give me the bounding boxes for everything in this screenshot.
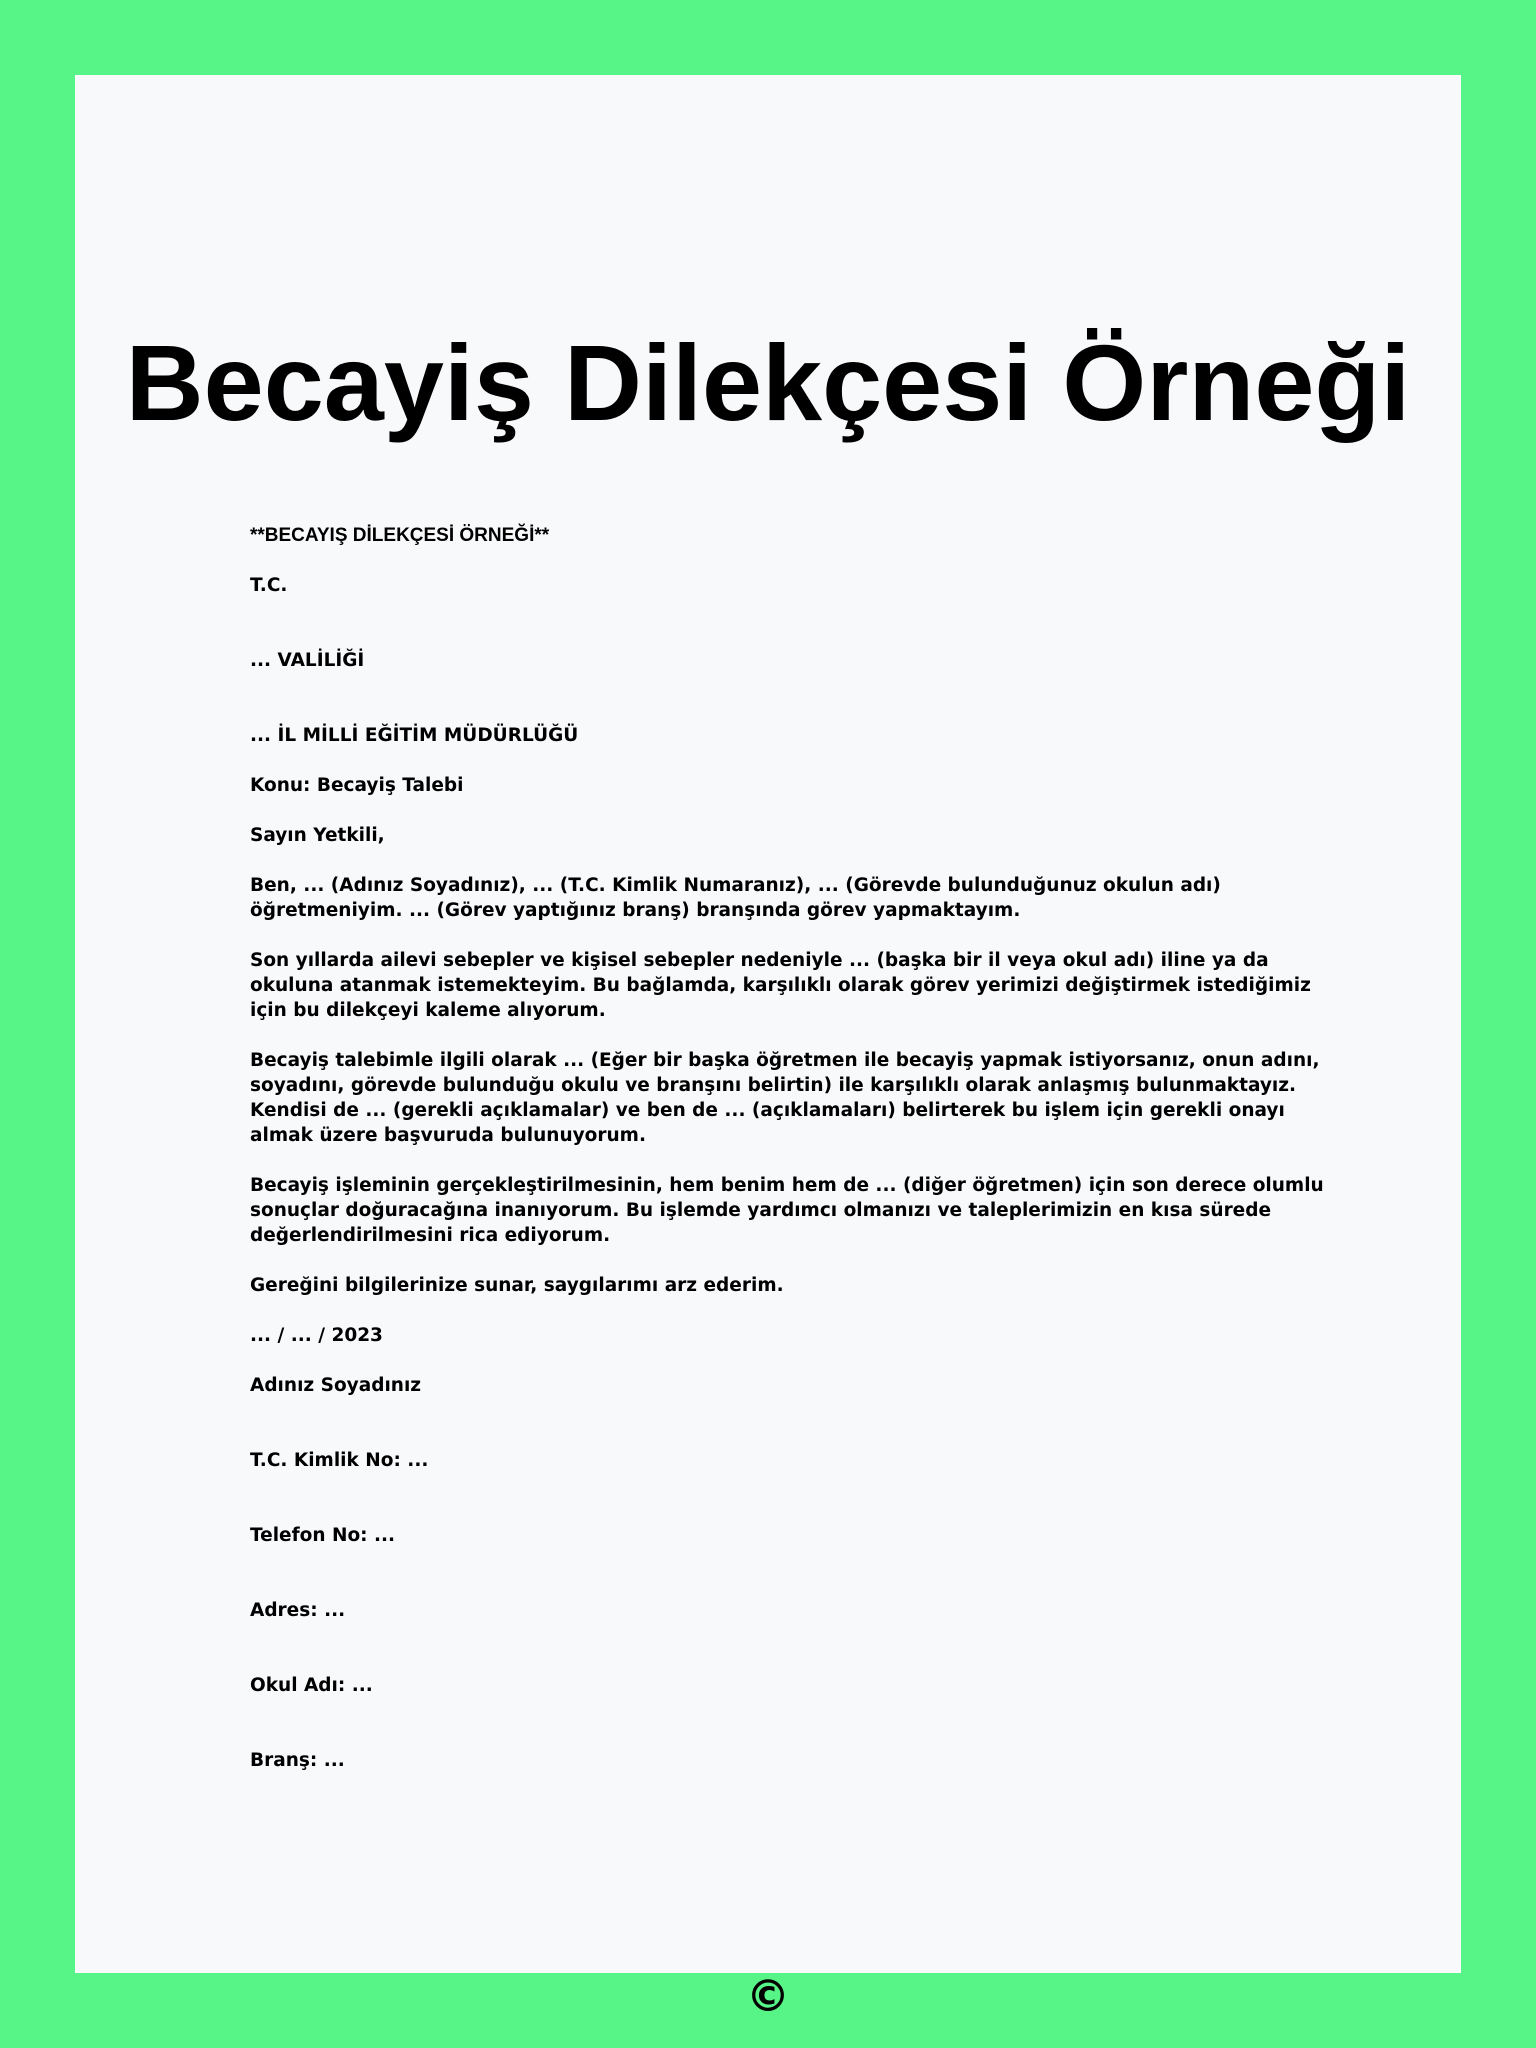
closing-line: Gereğini bilgilerinize sunar, saygılarımı arz ederim. [250, 1275, 784, 1296]
date-line: ... / ... / 2023 [250, 1325, 383, 1346]
letter-body [250, 523, 1350, 1773]
copyright-icon: © [746, 1971, 790, 2022]
page-title: Becayiş Dilekçesi Örneği [125, 322, 1411, 443]
recipient-line-1: T.C. [250, 575, 288, 596]
body-paragraph: Becayiş işleminin gerçekleştirilmesinin, hem benim hem de ... (diğer öğretmen) için son derece olumlu sonuçlar doğuracağına inanıyorum. Bu işlemde yardımcı olmanızı ve taleplerimizin en kısa sürede değerlendirilmesini rica ediyorum. [250, 1175, 1324, 1246]
signature-tc-no: T.C. Kimlik No: ... [250, 1450, 429, 1471]
document-page [75, 75, 1461, 2022]
letter-heading: **BECAYIŞ DİLEKÇESİ ÖRNEĞİ** [250, 525, 550, 546]
recipient-line-3: ... İL MİLLİ EĞİTİM MÜDÜRLÜĞÜ [250, 725, 579, 746]
salutation: Sayın Yetkili, [250, 825, 385, 846]
body-paragraph: Ben, ... (Adınız Soyadınız), ... (T.C. Kimlik Numaranız), ... (Görevde bulunduğunuz okulun adı) öğretmeniyim. ... (Görev yaptığınız branş) branşında görev yapmaktayım. [250, 875, 1221, 921]
signature-address: Adres: ... [250, 1600, 346, 1621]
body-paragraph: Becayiş talebimle ilgili olarak ... (Eğer bir başka öğretmen ile becayiş yapmak istiyorsanız, onun adını, soyadını, görevde bulunduğu okulu ve branşını belirtin) ile karşılıklı olarak anlaşmış bulunmaktayız. Kendisi de ... (gerekli açıklamalar) ve ben de ... (açıklamaları) belirterek bu işlem için gerekli onayı almak üzere başvuruda bulunuyorum. [250, 1050, 1320, 1146]
body-paragraph: Son yıllarda ailevi sebepler ve kişisel sebepler nedeniyle ... (başka bir il veya okul adı) iline ya da okuluna atanmak istemekteyim. Bu bağlamda, karşılıklı olarak görev yerimizi değiştirmek istediğimiz için bu dilekçeyi kaleme alıyorum. [250, 950, 1311, 1021]
signature-branch: Branş: ... [250, 1750, 345, 1771]
subject-line: Konu: Becayiş Talebi [250, 775, 464, 796]
signature-phone: Telefon No: ... [250, 1525, 396, 1546]
recipient-line-2: ... VALİLİĞİ [250, 650, 365, 671]
signature-name: Adınız Soyadınız [250, 1375, 422, 1396]
signature-school: Okul Adı: ... [250, 1675, 373, 1696]
